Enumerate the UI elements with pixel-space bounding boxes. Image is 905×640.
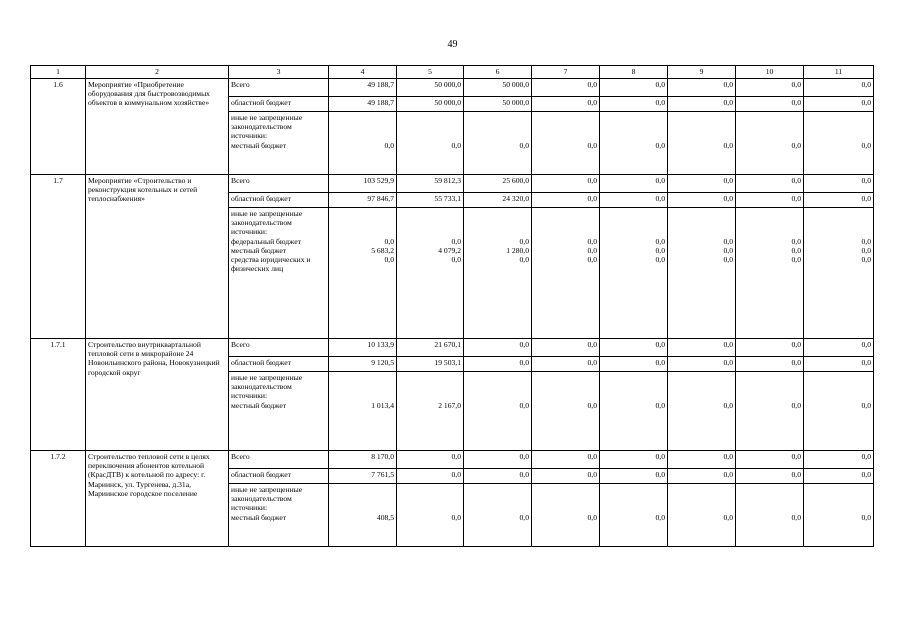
value-cell: 49 188,7 (329, 97, 397, 112)
other-source-value: 0,0 (861, 255, 871, 265)
other-source-value: 0,0 (791, 236, 801, 246)
value-cell: 50 000,0 (397, 97, 464, 112)
value-cell: 0,0 (804, 97, 874, 112)
other-sources-title: иные не запрещенные законодательством источники: (231, 209, 303, 237)
value-cell: 0,0 (600, 469, 668, 484)
other-source-value: 0,0 (451, 255, 461, 265)
value-cell: 0,0 (736, 79, 804, 97)
col-header-9: 9 (668, 66, 736, 79)
page-number: 49 (447, 39, 458, 50)
value-cell: 0,0 (804, 451, 874, 469)
other-source-value: 0,0 (519, 512, 529, 522)
col-header-5: 5 (397, 66, 464, 79)
value-cell: 0,0 (532, 79, 600, 97)
value-cell-other (736, 112, 804, 175)
other-source-value: 5 683,2 (371, 245, 394, 255)
value-cell: 0,0 (804, 357, 874, 372)
value-cell: 0,0 (532, 357, 600, 372)
value-cell: 103 529,9 (329, 175, 397, 193)
funding-source: областной бюджет (229, 193, 329, 208)
value-cell-other (397, 484, 464, 547)
other-source-value: 0,0 (723, 245, 733, 255)
value-cell: 8 170,0 (329, 451, 397, 469)
value-cell-other (464, 372, 532, 451)
other-source-value: 0,0 (723, 236, 733, 246)
value-cell: 0,0 (668, 339, 736, 357)
other-source-value: 0,0 (451, 512, 461, 522)
funding-source: Всего (229, 339, 329, 357)
value-cell: 0,0 (532, 469, 600, 484)
funding-source: Всего (229, 451, 329, 469)
value-cell-other (532, 484, 600, 547)
other-source-value: 2 167,0 (438, 400, 461, 410)
value-cell: 0,0 (532, 175, 600, 193)
value-cell-other (600, 484, 668, 547)
value-cell-other (668, 372, 736, 451)
value-cell-other (397, 208, 464, 339)
value-cell: 0,0 (668, 357, 736, 372)
col-header-1: 1 (31, 66, 86, 79)
value-cell-other (668, 484, 736, 547)
other-source-value: 0,0 (861, 400, 871, 410)
funding-source: областной бюджет (229, 357, 329, 372)
value-cell: 0,0 (600, 339, 668, 357)
value-cell-other (600, 372, 668, 451)
value-cell: 0,0 (668, 193, 736, 208)
value-cell: 0,0 (464, 451, 532, 469)
item-number: 1.7 (31, 175, 86, 339)
other-source-value: 0,0 (791, 512, 801, 522)
item-name: Строительство внутриквартальной тепловой сети в микрорайоне 24 Новоильинского района, Новокузнецкий городской округ (86, 339, 229, 451)
value-cell-other (329, 112, 397, 175)
item-number: 1.7.2 (31, 451, 86, 547)
other-source-value: 0,0 (791, 255, 801, 265)
value-cell: 55 733,1 (397, 193, 464, 208)
value-cell-other (668, 208, 736, 339)
value-cell: 0,0 (600, 451, 668, 469)
value-cell: 0,0 (736, 175, 804, 193)
value-cell: 0,0 (804, 193, 874, 208)
funding-source-other (229, 208, 329, 339)
col-header-2: 2 (86, 66, 229, 79)
other-source-value: 0,0 (587, 236, 597, 246)
value-cell: 0,0 (532, 97, 600, 112)
value-cell-other (329, 208, 397, 339)
value-cell: 0,0 (668, 97, 736, 112)
value-cell: 0,0 (736, 339, 804, 357)
value-cell-other (600, 112, 668, 175)
value-cell: 0,0 (464, 339, 532, 357)
value-cell: 49 188,7 (329, 79, 397, 97)
other-source-value: 1 013,4 (371, 400, 394, 410)
value-cell: 0,0 (804, 175, 874, 193)
value-cell: 0,0 (464, 469, 532, 484)
value-cell: 0,0 (600, 175, 668, 193)
table-row (31, 175, 874, 193)
funding-source-other (229, 484, 329, 547)
value-cell: 59 812,3 (397, 175, 464, 193)
other-source-value: 0,0 (587, 255, 597, 265)
value-cell: 97 846,7 (329, 193, 397, 208)
value-cell-other (736, 484, 804, 547)
other-source-value: 0,0 (587, 400, 597, 410)
value-cell: 0,0 (804, 79, 874, 97)
value-cell: 0,0 (668, 79, 736, 97)
funding-source-other (229, 112, 329, 175)
value-cell: 50 000,0 (397, 79, 464, 97)
value-cell: 9 120,5 (329, 357, 397, 372)
other-source-value: 0,0 (519, 400, 529, 410)
other-source-label: местный бюджет (231, 512, 287, 522)
value-cell: 0,0 (736, 97, 804, 112)
other-source-value: 0,0 (384, 236, 394, 246)
other-source-value: 1 280,0 (506, 245, 529, 255)
value-cell-other (532, 112, 600, 175)
table-row (31, 451, 874, 469)
value-cell-other (804, 484, 874, 547)
funding-source: Всего (229, 79, 329, 97)
item-name: Мероприятие «Строительство и реконструкция котельных и сетей теплоснабжения» (86, 175, 229, 339)
value-cell: 0,0 (736, 357, 804, 372)
other-source-value: 0,0 (861, 236, 871, 246)
value-cell: 0,0 (600, 79, 668, 97)
header-row (31, 66, 874, 79)
value-cell: 0,0 (736, 193, 804, 208)
other-source-value: 0,0 (655, 400, 665, 410)
item-name: Мероприятие «Приобретение оборудования для быстровозводимых объектов в коммунальном хозяйстве» (86, 79, 229, 175)
other-source-value: 0,0 (723, 400, 733, 410)
value-cell: 0,0 (464, 357, 532, 372)
value-cell-other (600, 208, 668, 339)
funding-source: Всего (229, 175, 329, 193)
value-cell-other (804, 112, 874, 175)
other-source-value: 0,0 (655, 512, 665, 522)
value-cell: 25 600,0 (464, 175, 532, 193)
value-cell-other (736, 372, 804, 451)
value-cell: 0,0 (668, 469, 736, 484)
value-cell: 0,0 (532, 193, 600, 208)
other-source-value: 0,0 (861, 245, 871, 255)
value-cell: 50 000,0 (464, 97, 532, 112)
value-cell: 24 320,0 (464, 193, 532, 208)
other-source-value: 0,0 (861, 512, 871, 522)
value-cell-other (804, 372, 874, 451)
value-cell: 0,0 (532, 451, 600, 469)
value-cell-other (397, 112, 464, 175)
other-source-value: 0,0 (655, 245, 665, 255)
other-source-label: местный бюджет (231, 245, 287, 255)
other-source-value: 0,0 (587, 512, 597, 522)
value-cell: 0,0 (397, 469, 464, 484)
other-source-value: 0,0 (451, 140, 461, 150)
value-cell-other (804, 208, 874, 339)
value-cell: 7 761,5 (329, 469, 397, 484)
value-cell-other (532, 372, 600, 451)
other-source-label: средства юридических и физических лиц (231, 255, 311, 274)
other-source-value: 0,0 (384, 255, 394, 265)
value-cell-other (397, 372, 464, 451)
col-header-8: 8 (600, 66, 668, 79)
other-source-value: 4 079,2 (438, 245, 461, 255)
other-source-value: 0,0 (519, 236, 529, 246)
other-source-value: 0,0 (519, 140, 529, 150)
other-source-value: 0,0 (861, 140, 871, 150)
table-row (31, 339, 874, 357)
value-cell: 0,0 (600, 357, 668, 372)
value-cell: 50 000,0 (464, 79, 532, 97)
value-cell: 10 133,9 (329, 339, 397, 357)
other-source-label: местный бюджет (231, 400, 287, 410)
value-cell: 0,0 (668, 175, 736, 193)
value-cell: 0,0 (397, 451, 464, 469)
other-source-value: 408,5 (376, 512, 394, 522)
value-cell-other (329, 484, 397, 547)
value-cell-other (532, 208, 600, 339)
other-source-value: 0,0 (723, 140, 733, 150)
col-header-3: 3 (229, 66, 329, 79)
other-sources-title: иные не запрещенные законодательством источники: (231, 373, 303, 401)
value-cell: 19 503,1 (397, 357, 464, 372)
col-header-4: 4 (329, 66, 397, 79)
other-source-value: 0,0 (723, 512, 733, 522)
other-source-value: 0,0 (655, 255, 665, 265)
other-sources-title: иные не запрещенные законодательством источники: (231, 113, 303, 141)
funding-source: областной бюджет (229, 97, 329, 112)
item-number: 1.6 (31, 79, 86, 175)
other-source-value: 0,0 (791, 245, 801, 255)
value-cell-other (464, 484, 532, 547)
col-header-7: 7 (532, 66, 600, 79)
funding-source: областной бюджет (229, 469, 329, 484)
value-cell: 0,0 (668, 451, 736, 469)
col-header-10: 10 (736, 66, 804, 79)
value-cell-other (329, 372, 397, 451)
value-cell: 21 670,1 (397, 339, 464, 357)
value-cell-other (464, 112, 532, 175)
value-cell-other (668, 112, 736, 175)
table-row (31, 79, 874, 97)
item-number: 1.7.1 (31, 339, 86, 451)
other-source-value: 0,0 (587, 245, 597, 255)
other-sources-title: иные не запрещенные законодательством источники: (231, 485, 303, 513)
other-source-value: 0,0 (587, 140, 597, 150)
value-cell: 0,0 (736, 451, 804, 469)
other-source-value: 0,0 (655, 236, 665, 246)
value-cell: 0,0 (600, 193, 668, 208)
other-source-value: 0,0 (723, 255, 733, 265)
other-source-value: 0,0 (451, 236, 461, 246)
other-source-value: 0,0 (519, 255, 529, 265)
value-cell: 0,0 (804, 469, 874, 484)
other-source-value: 0,0 (384, 140, 394, 150)
col-header-11: 11 (804, 66, 874, 79)
item-name: Строительство тепловой сети в целях переключения абонентов котельной (КрасДТВ) к котельной по адресу: г. Мариинск, ул. Тургенева, д.31а, Мариинское городское поселение (86, 451, 229, 547)
value-cell-other (736, 208, 804, 339)
other-source-value: 0,0 (791, 400, 801, 410)
other-source-label: местный бюджет (231, 140, 287, 150)
value-cell: 0,0 (804, 339, 874, 357)
budget-table (30, 65, 874, 547)
other-source-label: федеральный бюджет (231, 236, 301, 246)
value-cell: 0,0 (736, 469, 804, 484)
value-cell-other (464, 208, 532, 339)
funding-source-other (229, 372, 329, 451)
value-cell: 0,0 (532, 339, 600, 357)
value-cell: 0,0 (600, 97, 668, 112)
other-source-value: 0,0 (655, 140, 665, 150)
col-header-6: 6 (464, 66, 532, 79)
other-source-value: 0,0 (791, 140, 801, 150)
